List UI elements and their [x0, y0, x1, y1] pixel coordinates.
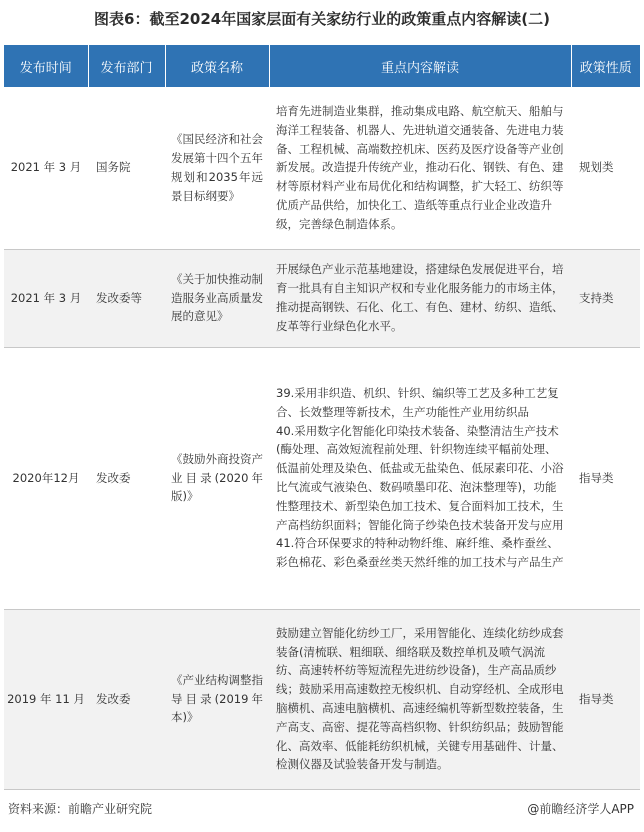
- cell-policy-nature: 规划类: [571, 87, 640, 249]
- header-key-content: 重点内容解读: [269, 45, 571, 87]
- source-note: 资料来源：前瞻产业研究院: [8, 802, 153, 816]
- cell-key-content: 39.采用非织造、机织、针织、编织等工艺及多种工艺复合、长效整理等新技术，生产功能性产业用纺织品 40.采用数字化智能化印染技术装备、染整清洁生产技术(酶处理、高效短流程前处理、针织物连续平幅前处理、低温前处理及染色、低盐或无盐染色、低尿素印花、小浴比气流或气液染色、数码喷墨印花、泡沫整理等)，功能性整理技术、新型染色加工技术、复合面料加工技术，生产高档纺织面料；智能化筒子纱染色技术装备开发与应用 41.符合环保要求的特种动物纤维、麻纤维、桑柞蚕丝、彩色棉花、彩色桑蚕丝类天然纤维的加工技术与产品生产: [269, 347, 571, 609]
- cell-department: 发改委: [88, 609, 165, 789]
- cell-department: 发改委: [88, 347, 165, 609]
- cell-key-content: 培育先进制造业集群，推动集成电路、航空航天、船舶与海洋工程装备、机器人、先进轨道交通装备、先进电力装备、工程机械、高端数控机床、医药及医疗设备等产业创新发展。改造提升传统产业，推动石化、钢铁、有色、建材等原材料产业布局优化和结构调整，扩大轻工、纺织等优质产品供给，加快化工、造纸等重点行业企业改造升级，完善绿色制造体系。: [269, 87, 571, 249]
- cell-date: 2021 年 3 月: [4, 249, 88, 347]
- cell-policy-nature: 指导类: [571, 347, 640, 609]
- header-department: 发布部门: [88, 45, 165, 87]
- cell-date: 2020年12月: [4, 347, 88, 609]
- cell-date: 2019 年 11 月: [4, 609, 88, 789]
- cell-key-content: 开展绿色产业示范基地建设，搭建绿色发展促进平台，培育一批具有自主知识产权和专业化服务能力的市场主体，推动提高钢铁、石化、化工、有色、建材、纺织、造纸、皮革等行业绿色化水平。: [269, 249, 571, 347]
- table-row: [4, 249, 640, 347]
- policy-table: [4, 45, 640, 790]
- cell-key-content: 鼓励建立智能化纺纱工厂，采用智能化、连续化纺纱成套装备(清梳联、粗细联、细络联及数控单机及喷气涡流纺、高速转杯纺等短流程先进纺纱设备)，生产高品质纱线；鼓励采用高速数控无梭织机、自动穿经机、全成形电脑横机、高速电脑横机、高速经编机等新型数控装备，生产高支、高密、提花等高档织物、针织纺织品；鼓励智能化、高效率、低能耗纺织机械，关键专用基础件、计量、检测仪器及试验装备开发与制造。: [269, 609, 571, 789]
- cell-policy-name: 《鼓励外商投资产业目录(2020年版)》: [165, 347, 269, 609]
- table-row: [4, 87, 640, 249]
- cell-policy-nature: 指导类: [571, 609, 640, 789]
- table-row: [4, 347, 640, 609]
- brand-credit: @前瞻经济学人APP: [527, 802, 634, 816]
- cell-department: 国务院: [88, 87, 165, 249]
- table-header-row: [4, 45, 640, 87]
- chart-title: 图表6：截至2024年国家层面有关家纺行业的政策重点内容解读(二): [94, 10, 550, 28]
- cell-date: 2021 年 3 月: [4, 87, 88, 249]
- header-policy-nature: 政策性质: [571, 45, 640, 87]
- cell-department: 发改委等: [88, 249, 165, 347]
- cell-policy-name: 《产业结构调整指导目录(2019年本)》: [165, 609, 269, 789]
- cell-policy-name: 《国民经济和社会发展第十四个五年规划和2035年远景目标纲要》: [165, 87, 269, 249]
- table-row: [4, 609, 640, 789]
- cell-policy-nature: 支持类: [571, 249, 640, 347]
- cell-policy-name: 《关于加快推动制造服务业高质量发展的意见》: [165, 249, 269, 347]
- header-policy-name: 政策名称: [165, 45, 269, 87]
- header-date: 发布时间: [4, 45, 88, 87]
